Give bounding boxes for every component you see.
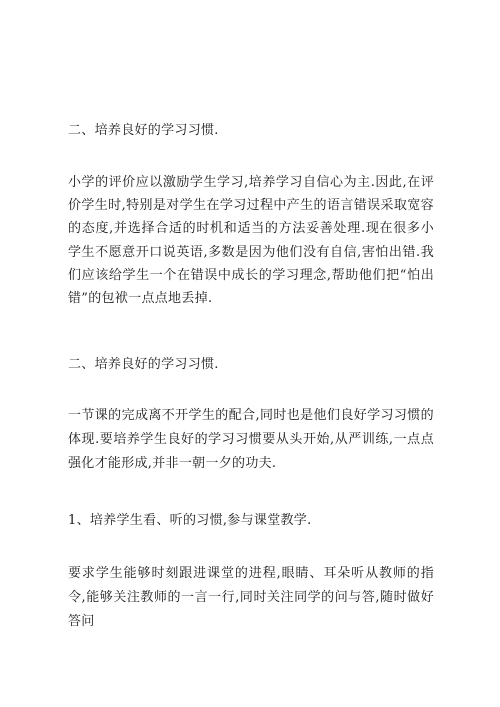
paragraph-evaluation: 小学的评价应以激励学生学习,培养学习自信心为主.因此,在评价学生时,特别是对学生在学习过程中产生的语言错误采取宽容的态度,并选择合适的时机和适当的方法妥善处理.现在很多小学生不愿意开口说英语,多数是因为他们没有自信,害怕出错.我们应该给学生一个在错误中成长的学习理念,帮助他们把“怕出错”的包袱一点点地丢掉. <box>68 175 434 307</box>
paragraph-habits: 一节课的完成离不开学生的配合,同时也是他们良好学习习惯的体现.要培养学生良好的学习习惯要从头开始,从严训练,一点点强化才能形成,并非一朝一夕的功夫. <box>68 408 434 471</box>
section-heading: 二、培养良好的学习习惯. <box>68 123 219 138</box>
paragraph-requirements: 要求学生能够时刻跟进课堂的进程,眼睛、耳朵听从教师的指令,能够关注教师的一言一行,同时关注同学的问与答,随时做好答问 <box>68 566 434 629</box>
section-heading-repeat: 二、培养良好的学习习惯. <box>68 357 219 372</box>
list-item-look-listen: 1、培养学生看、听的习惯,参与课堂教学. <box>68 513 312 528</box>
